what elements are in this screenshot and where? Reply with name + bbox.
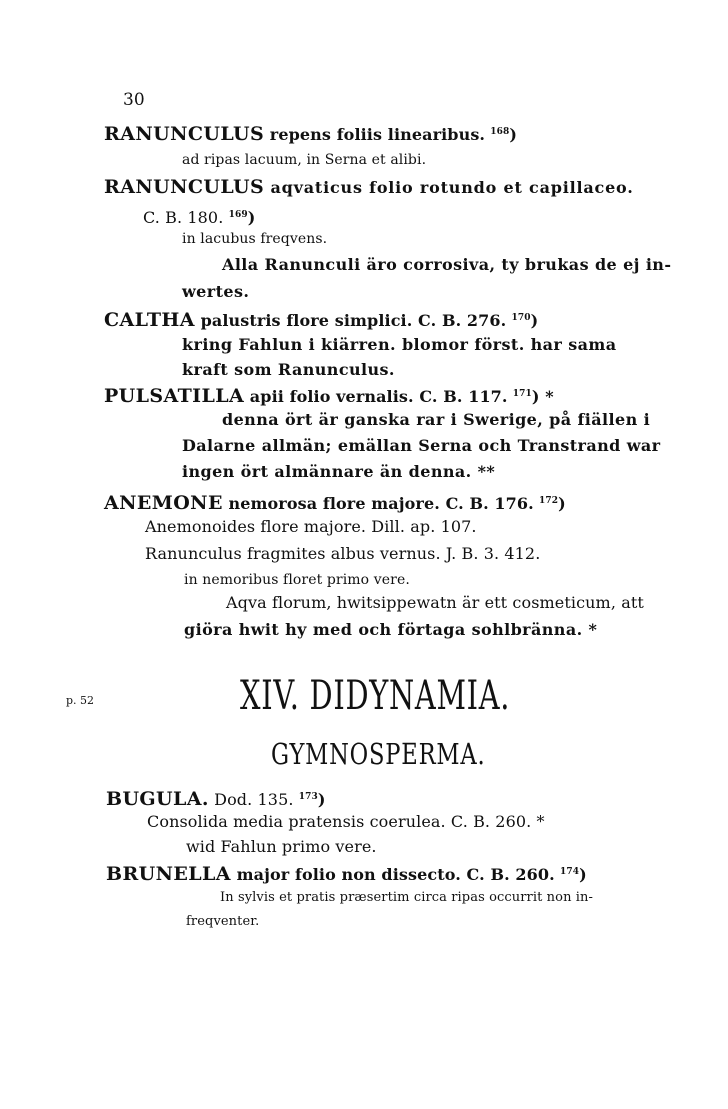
footnote-ref: 169 — [228, 210, 248, 220]
genus-name: BUGULA. — [106, 788, 209, 810]
footnote-close: ) — [530, 311, 539, 330]
swedish-note-line: Dalarne allmän; emällan Serna och Transtrand war — [182, 436, 661, 455]
swedish-note-line: wertes. — [182, 282, 250, 301]
synonym-line: Ranunculus fragmites albus vernus. J. B. 3. 412. — [145, 544, 541, 563]
page-number: 30 — [123, 90, 145, 110]
entry-caltha — [104, 308, 538, 331]
habitat-line: in nemoribus floret primo vere. — [184, 572, 410, 588]
footnote-close: ) — [558, 494, 566, 513]
swedish-note-line: Aqva florum, hwitsippewatn är ett cosmeticum, att — [226, 593, 644, 612]
description: repens foliis linearibus. — [264, 125, 486, 144]
genus-name: CALTHA — [104, 309, 195, 331]
footnote-close: ) — [247, 208, 256, 227]
reference: C. B. 180. — [143, 208, 224, 227]
swedish-note-line: giöra hwit hy med och förtaga sohlbränna. * — [184, 620, 598, 639]
description: apii folio vernalis. C. B. 117. — [244, 387, 508, 406]
genus-name: RANUNCULUS — [104, 176, 265, 198]
footnote-ref: 173 — [298, 792, 318, 802]
swedish-note-line: denna ört är ganska rar i Swerige, på fiällen i — [222, 410, 651, 429]
genus-name: PULSATILLA — [104, 385, 245, 407]
genus-name: BRUNELLA — [106, 863, 231, 885]
entry-anemone — [104, 491, 566, 514]
habitat-line: wid Fahlun primo vere. — [186, 837, 377, 856]
footnote-close: ) — [317, 790, 326, 809]
description: aqvaticus folio rotundo et capillaceo. — [264, 178, 634, 197]
swedish-note-line: ingen ört almännare än denna. ** — [182, 462, 496, 481]
footnote-ref: 171 — [512, 389, 532, 399]
entry-ranunculus-aqvaticus — [104, 177, 634, 198]
description: Dod. 135. — [208, 790, 294, 809]
habitat-line: In sylvis et pratis præsertim circa ripas occurrit non in- — [220, 890, 594, 905]
entry-brunella — [106, 862, 587, 885]
swedish-note-line: Alla Ranunculi äro corrosiva, ty brukas de ej in- — [222, 255, 672, 274]
footnote-ref: 168 — [490, 127, 510, 137]
footnote-ref: 170 — [511, 313, 531, 323]
reference-line — [143, 205, 255, 228]
genus-name: ANEMONE — [104, 492, 223, 514]
synonym-line: Consolida media pratensis coerulea. C. B. 260. * — [147, 812, 545, 831]
swedish-note-line: kraft som Ranunculus. — [182, 360, 395, 379]
footnote-ref: 172 — [539, 496, 559, 506]
synonym-line: Anemonoides flore majore. Dill. ap. 107. — [145, 517, 477, 536]
entry-bugula — [106, 787, 326, 810]
habitat-line: ad ripas lacuum, in Serna et alibi. — [182, 152, 427, 168]
class-title: XIV. DIDYNAMIA. — [240, 673, 511, 719]
habitat-line: in lacubus freqvens. — [182, 231, 328, 247]
order-title: GYMNOSPERMA. — [271, 737, 486, 771]
description: palustris flore simplici. C. B. 276. — [194, 311, 507, 330]
margin-page-reference: p. 52 — [66, 694, 95, 707]
footnote-close: ) * — [531, 387, 554, 406]
description: nemorosa flore majore. C. B. 176. — [222, 494, 534, 513]
habitat-line: freqventer. — [186, 914, 260, 929]
footnote-ref: 174 — [559, 867, 580, 877]
entry-ranunculus-repens — [104, 122, 517, 145]
footnote-close: ) — [579, 865, 587, 884]
swedish-note-line: kring Fahlun i kiärren. blomor först. har sama — [182, 335, 617, 354]
genus-name: RANUNCULUS — [104, 123, 265, 145]
footnote-close: ) — [509, 125, 518, 144]
description: major folio non dissecto. C. B. 260. — [230, 865, 555, 884]
entry-pulsatilla — [104, 384, 554, 407]
